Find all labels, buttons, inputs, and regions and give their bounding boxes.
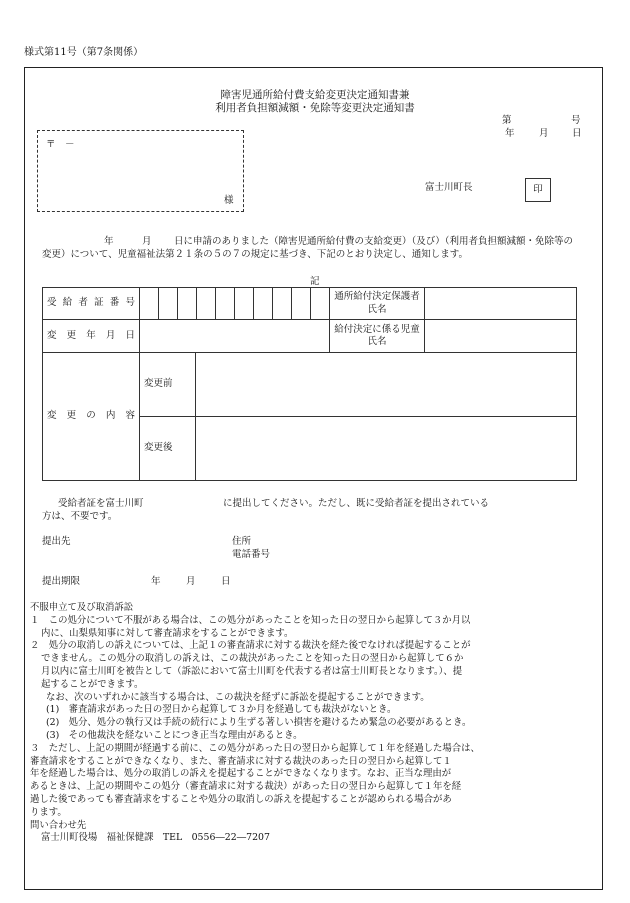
appeal-notes [30,602,582,845]
deadline-month: 月 [186,576,196,587]
appeal-heading: 不服申立て及び取消訴訟 [30,602,134,613]
child-name-field[interactable] [425,320,577,353]
appeal-p2c: 月以内に富士川町を被告として（訴訟において富士川町を代表する者は富士川町長となります。）、提 [41,665,463,677]
deadline-label: 提出期限 [42,576,81,587]
guardian-name-field[interactable] [425,288,577,320]
child-name-label: 給付決定に係る児童氏名 [330,320,425,353]
appeal-p1a: １ この処分について不服がある場合は、この処分があったことを知った日の翌日から起算して３か月以 [30,614,471,626]
appeal-p3f: ります。 [30,806,67,818]
deadline-day: 日 [221,576,231,587]
form-number: 様式第11号（第7条関係） [24,47,144,58]
deadline-year: 年 [151,576,161,587]
submit-text-part3: 方は、不要です。 [42,511,118,522]
appeal-p1b: 内に、山梨県知事に対して審査請求をすることができます。 [41,627,294,639]
postal-mark: 〒 － [46,139,75,150]
appeal-p3a: ３ ただし、上記の期間が経過する前に、この処分があった日の翌日から起算して１年を経過した場合は、 [30,742,480,754]
appeal-p3b: 審査請求をすることができなくなり、また、審査請求に対する裁決のあった日の翌日から起算して１ [30,755,452,767]
doc-no-go: 号 [571,115,581,126]
intro-year: 年 [104,236,114,247]
change-date-label: 変更年月日 [43,320,140,353]
appeal-p2f: (1) 審査請求があった日の翌日から起算して３か月を経過しても裁決がないとき。 [46,704,397,716]
ki-label: 記 [310,276,320,287]
change-content-label: 変更の内容 [43,353,140,481]
date-month: 月 [539,128,549,139]
date-day: 日 [572,128,582,139]
appeal-p3e: 過した後であっても審査請求をすることや処分の取消しの訴えを提起することが認められる場合があ [30,793,452,805]
appeal-p2e: なお、次のいずれかに該当する場合は、この裁決を経ずに訴訟を提起することができます。 [46,691,430,703]
honorific: 様 [224,195,234,206]
phone-label: 電話番号 [232,549,271,560]
appeal-p3c: 年を経過した場合は、処分の取消しの訴えを提起することができなくなります。なお、正当な理由が [30,768,452,780]
submit-text-part1: 受給者証を富士川町 [58,498,144,509]
appeal-p2a: ２ 処分の取消しの訴えについては、上記１の審査請求に対する裁決を経た後でなければ提起することが [30,640,471,652]
seal-box: 印 [525,178,551,202]
after-label: 変更後 [140,417,196,481]
guardian-name-label: 通所給付決定保護者氏名 [330,288,425,320]
intro-paragraph: 日に申請のありました（障害児通所給付費の支給変更）（及び）（利用者負担額減額・免除等の変更）について、児童福祉法第２１条の５の７の規定に基づき、下記のとおり決定し、通知します。 [42,236,574,260]
appeal-p2d: 起することができます。 [41,678,144,690]
submit-text-part2: に提出してください。ただし、既に受給者証を提出されている [223,498,490,509]
issuer: 富士川町長 [425,182,473,193]
appeal-p2b: できません。この処分の取消しの訴えは、この裁決があったことを知った日の翌日から起算して６か [41,653,464,665]
doc-title-line2: 利用者負担額減額・免除等変更決定通知書 [215,102,415,114]
address-label: 住所 [232,536,252,547]
after-field[interactable] [196,417,577,481]
appeal-p2h: (3) その他裁決を経ないことにつき正当な理由があるとき。 [46,729,303,741]
change-table [42,287,577,481]
appeal-p3d: あるときは、上記の期間やこの処分（審査請求に対する裁決）があった日の翌日から起算して１年を経 [30,781,462,793]
submit-to-label: 提出先 [42,536,71,547]
before-field[interactable] [196,353,577,417]
appeal-p2g: (2) 処分、処分の執行又は手続の続行により生ずる著しい損害を避けるため緊急の必要があるとき。 [46,717,472,729]
before-label: 変更前 [140,353,196,417]
intro-month: 月 [142,236,152,247]
date-year: 年 [505,128,515,139]
inquiry-heading: 問い合わせ先 [30,819,87,831]
inquiry-contact: 富士川町役場 福祉保健課 TEL 0556―22―7207 [41,832,270,844]
change-date-field[interactable] [140,320,330,353]
doc-title-line1: 障害児通所給付費支給変更決定通知書兼 [220,89,410,101]
doc-no-dai: 第 [502,115,512,126]
address-box[interactable] [37,130,244,212]
recipient-cert-label: 受給者証番号 [43,288,140,320]
recipient-cert-digits[interactable] [140,288,330,320]
